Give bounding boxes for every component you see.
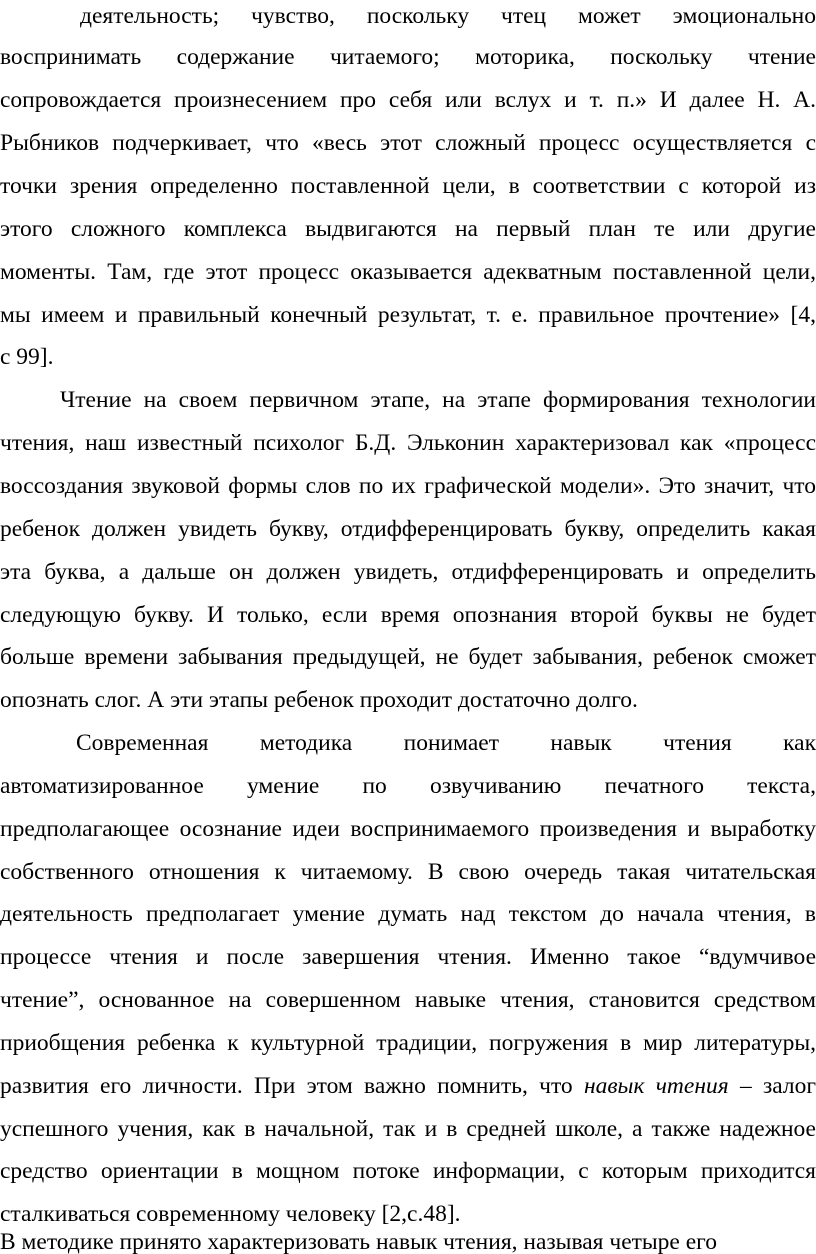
text-line: точки зрения определенно поставленной цели, в соответствии с которой из <box>0 173 816 199</box>
italic-term: навык чтения <box>583 1073 729 1099</box>
text-line: больше времени забывания предыдущей, не будет забывания, ребенок сможет <box>0 644 816 670</box>
text-line: Чтение на своем первичном этапе, на этапе формирования технологии <box>60 387 816 413</box>
text-line: предполагающее осознание идеи воспринимаемого произведения и выработку <box>0 816 816 842</box>
text-line: ребенок должен увидеть букву, отдифференцировать букву, определить какая <box>0 516 816 542</box>
text-line: следующую букву. И только, если время опознания второй буквы не будет <box>0 602 816 628</box>
text-line: сопровождается произнесением про себя или вслух и т. п.» И далее Н. А. <box>0 87 816 113</box>
text-line <box>0 1066 816 1106</box>
text-line: деятельность; чувство, поскольку чтец может эмоционально <box>80 3 816 29</box>
text-line: этого сложного комплекса выдвигаются на первый план те или другие <box>0 216 816 242</box>
text-line: эта буква, а дальше он должен увидеть, отдифференцировать и определить <box>0 559 816 585</box>
text-line: воспринимать содержание читаемого; моторика, поскольку чтение <box>0 44 816 70</box>
text-line: мы имеем и правильный конечный результат, т. е. правильное прочтение» [4, <box>0 302 816 328</box>
text-line: деятельность предполагает умение думать над текстом до начала чтения, в <box>0 901 816 927</box>
text-line: средство ориентации в мощном потоке информации, с которым приходится <box>0 1158 816 1184</box>
text-run: – залог <box>728 1073 816 1099</box>
text-line: чтения, наш известный психолог Б.Д. Эльконин характеризовал как «процесс <box>0 430 816 456</box>
text-line: сталкиваться современному человеку [2,с.48]. <box>0 1201 461 1227</box>
text-line: чтение”, основанное на совершенном навыке чтения, становится средством <box>0 987 816 1013</box>
text-line: воссоздания звуковой формы слов по их графической модели». Это значит, что <box>0 473 816 499</box>
text-line: процессе чтения и после завершения чтения. Именно такое “вдумчивое <box>0 944 816 970</box>
text-line: успешного учения, как в начальной, так и в средней школе, а также надежное <box>0 1116 816 1142</box>
text-run: развития его личности. При этом важно помнить, что <box>0 1073 584 1099</box>
text-line: с 99]. <box>0 344 54 370</box>
text-line: собственного отношения к читаемому. В свою очередь такая читательская <box>0 859 816 885</box>
text-line: Рыбников подчеркивает, что «весь этот сложный процесс осуществляется с <box>0 130 816 156</box>
text-line: моменты. Там, где этот процесс оказывается адекватным поставленной цели, <box>0 259 816 285</box>
text-line: опознать слог. А эти этапы ребенок проходит достаточно долго. <box>0 687 638 713</box>
text-line: В методике принято характеризовать навык чтения, называя четыре его <box>0 1229 717 1254</box>
text-line: приобщения ребенка к культурной традиции, погружения в мир литературы, <box>0 1030 816 1056</box>
text-line: Современная методика понимает навык чтения как <box>76 730 816 756</box>
text-line: автоматизированное умение по озвучиванию печатного текста, <box>0 773 816 799</box>
